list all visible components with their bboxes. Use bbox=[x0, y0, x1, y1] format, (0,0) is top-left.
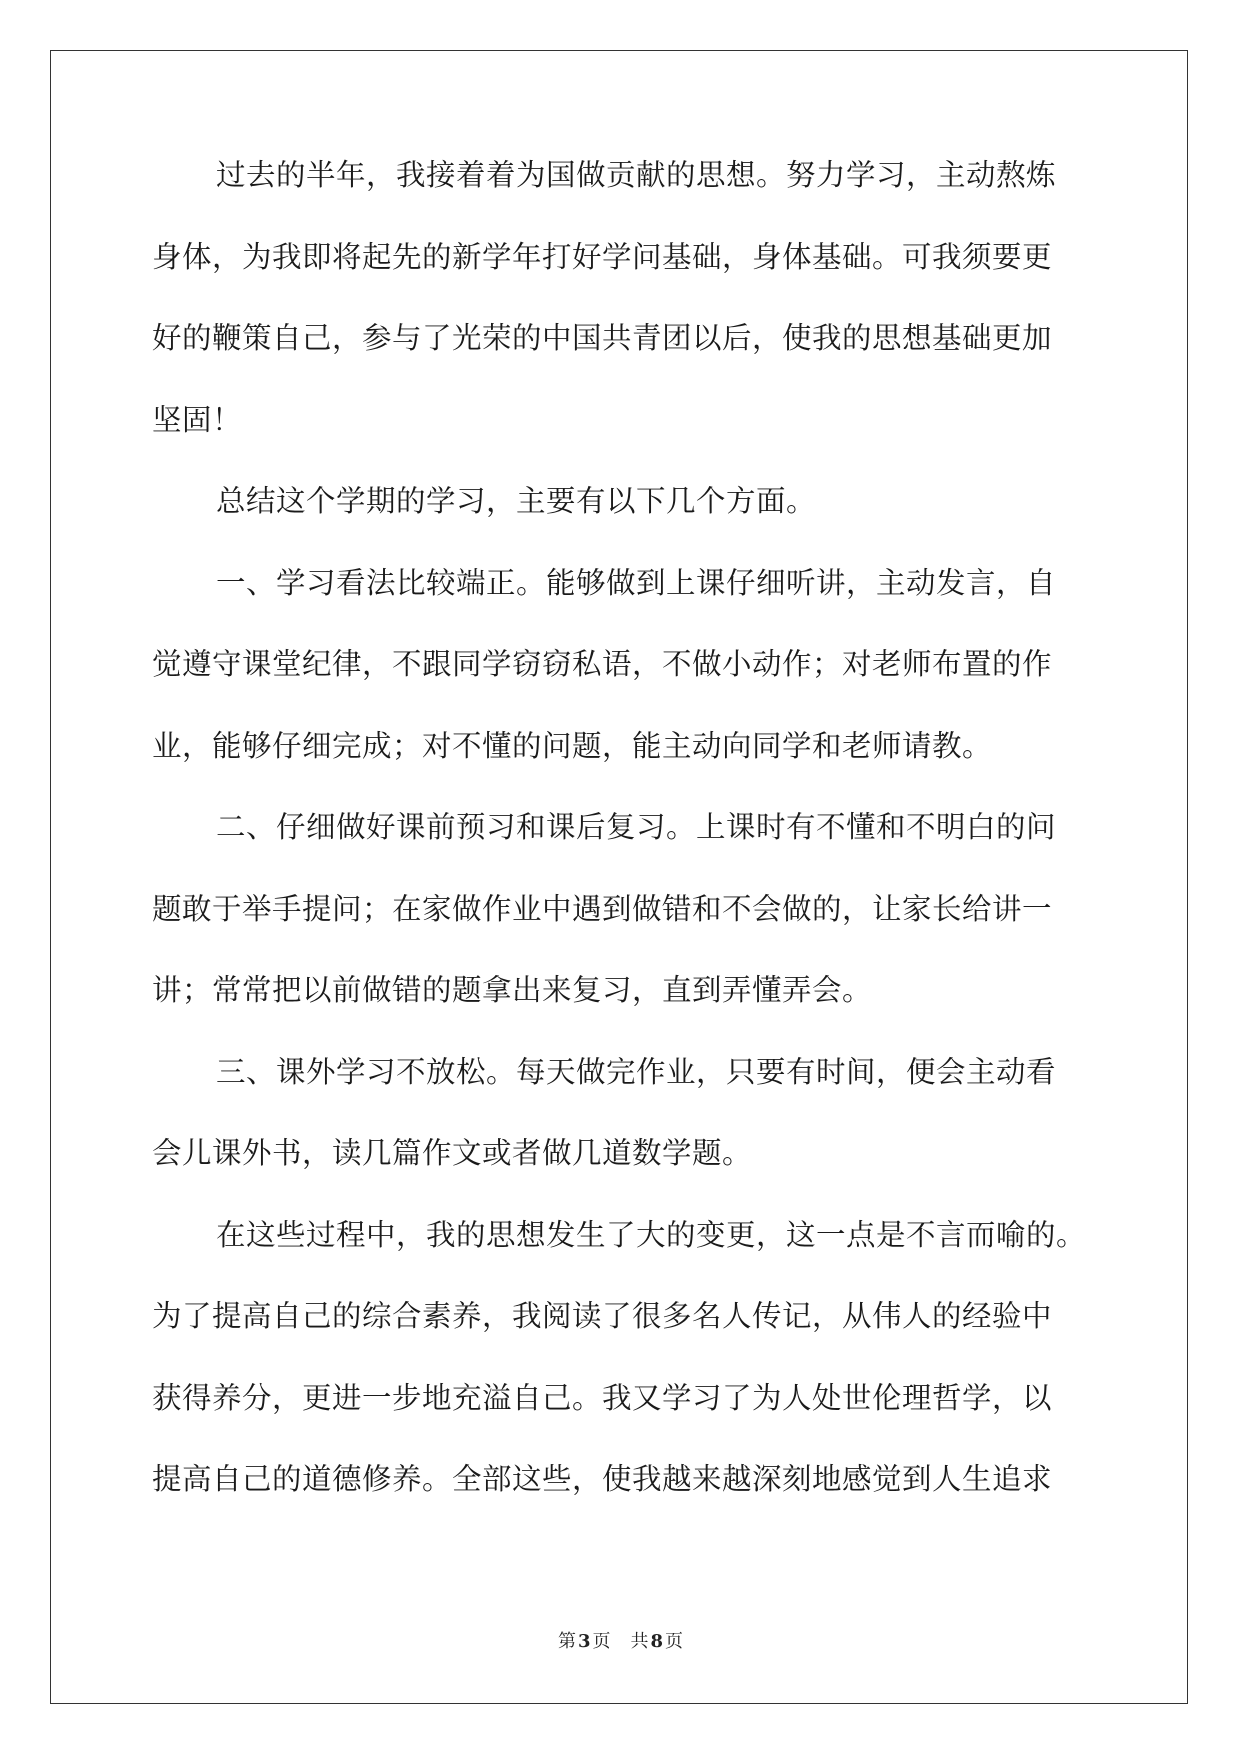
page-prefix: 第 bbox=[557, 1631, 576, 1652]
text-line: 会儿课外书，读几篇作文或者做几道数学题。 bbox=[152, 1136, 753, 1170]
text-line: 题敢于举手提问；在家做作业中遇到做错和不会做的，让家长给讲一 bbox=[152, 891, 1053, 926]
text-line: 坚固！ bbox=[152, 402, 243, 437]
text-line: 过去的半年，我接着着为国做贡献的思想。努力学习，主动熬炼 bbox=[216, 158, 1057, 192]
total-suffix: 页 bbox=[665, 1631, 684, 1652]
text-line: 觉遵守课堂纪律，不跟同学窃窃私语，不做小动作；对老师布置的作 bbox=[152, 647, 1053, 681]
page-number: 3 bbox=[577, 1631, 591, 1652]
text-line: 获得养分，更进一步地充溢自己。我又学习了为人处世伦理哲学，以 bbox=[152, 1380, 1053, 1415]
document-body bbox=[152, 160, 1092, 1546]
page-footer bbox=[0, 1627, 1241, 1653]
text-line: 业，能够仔细完成；对不懂的问题，能主动向同学和老师请教。 bbox=[152, 728, 993, 763]
text-line: 一、学习看法比较端正。能够做到上课仔细听讲，主动发言，自 bbox=[216, 565, 1057, 600]
text-line: 讲；常常把以前做错的题拿出来复习，直到弄懂弄会。 bbox=[152, 973, 873, 1007]
text-line: 三、课外学习不放松。每天做完作业，只要有时间，便会主动看 bbox=[216, 1054, 1057, 1089]
text-line: 身体，为我即将起先的新学年打好学问基础，身体基础。可我须要更 bbox=[152, 239, 1053, 274]
total-pages: 8 bbox=[650, 1631, 664, 1652]
text-line: 总结这个学期的学习，主要有以下几个方面。 bbox=[216, 484, 817, 518]
text-line: 提高自己的道德修养。全部这些，使我越来越深刻地感觉到人生追求 bbox=[152, 1462, 1053, 1496]
text-line: 在这些过程中，我的思想发生了大的变更，这一点是不言而喻的。 bbox=[216, 1217, 1087, 1252]
page-suffix: 页 bbox=[592, 1631, 611, 1652]
text-line: 好的鞭策自己，参与了光荣的中国共青团以后，使我的思想基础更加 bbox=[152, 321, 1053, 355]
text-line: 为了提高自己的综合素养，我阅读了很多名人传记，从伟人的经验中 bbox=[152, 1299, 1053, 1333]
total-prefix: 共 bbox=[630, 1631, 649, 1652]
text-line: 二、仔细做好课前预习和课后复习。上课时有不懂和不明白的问 bbox=[216, 810, 1057, 844]
